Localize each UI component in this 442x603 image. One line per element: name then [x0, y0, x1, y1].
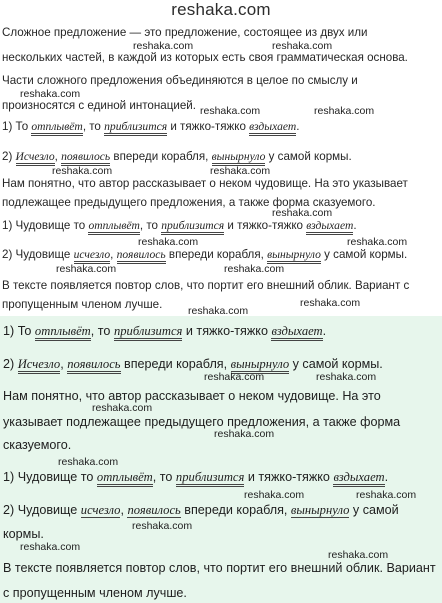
answer-revised-sentence-2: 2) Чудовище исчезло, появилось впереди корабля, вынырнуло у самой [3, 503, 399, 517]
watermark: reshaka.com [56, 263, 117, 275]
watermark: reshaka.com [20, 88, 81, 100]
revised-sentence-1: 1) Чудовище то отплывёт, то приблизится и тяжко-тяжко вздыхает. [2, 219, 357, 233]
answer-revised-sentence-1: 1) Чудовище то отплывёт, то приблизится и тяжко-тяжко вздыхает. [3, 469, 388, 485]
answer-sentence-2: 2) Исчезло, появилось впереди корабля, вынырнуло у самой кормы. [3, 356, 383, 372]
unity-line-2: произносятся с единой интонацией. [2, 99, 196, 112]
watermark: reshaka.com [300, 297, 361, 309]
watermark: reshaka.com [272, 40, 333, 52]
watermark: reshaka.com [133, 40, 194, 52]
conclusion-line-2: пропущенным членом лучше. [2, 298, 163, 311]
watermark: reshaka.com [132, 520, 193, 532]
watermark: reshaka.com [244, 489, 305, 501]
watermark: reshaka.com [204, 371, 265, 383]
watermark: reshaka.com [224, 263, 285, 275]
watermark: reshaka.com [58, 456, 119, 468]
example-sentence-2: 2) Исчезло, появилось впереди корабля, вынырнуло у самой кормы. [2, 150, 352, 164]
watermark: reshaka.com [214, 428, 275, 440]
answer-explanation-line-3: сказуемого. [3, 438, 72, 452]
watermark: reshaka.com [52, 165, 113, 177]
watermark: reshaka.com [92, 402, 153, 414]
unity-line-1: Части сложного предложения объединяются в целое по смыслу и [2, 74, 358, 87]
definition-line-2: нескольких частей, в каждой из которых есть своя грамматическая основа. [2, 51, 408, 64]
watermark: reshaka.com [210, 165, 271, 177]
explanation-line-2: подлежащее предыдущего предложения, а также форма сказуемого. [2, 196, 376, 209]
watermark: reshaka.com [328, 549, 389, 561]
watermark: reshaka.com [356, 489, 417, 501]
answer-conclusion-line-1: В тексте появляется повтор слов, что портит его внешний облик. Вариант [3, 561, 436, 575]
watermark: reshaka.com [314, 105, 375, 117]
watermark: reshaka.com [347, 236, 408, 248]
watermark: reshaka.com [200, 105, 261, 117]
watermark: reshaka.com [20, 541, 81, 553]
definition-line-1: Сложное предложение — это предложение, состоящее из двух или [2, 26, 368, 39]
answer-sentence-1: 1) То отплывёт, то приблизится и тяжко-тяжко вздыхает. [3, 323, 326, 339]
site-logo: reshaka.com [171, 0, 271, 19]
example-sentence-1: 1) То отплывёт, то приблизится и тяжко-тяжко вздыхает. [2, 120, 299, 134]
revised-sentence-2: 2) Чудовище исчезло, появилось впереди корабля, вынырнуло у самой кормы. [2, 248, 407, 262]
explanation-line-1: Нам понятно, что автор рассказывает о неком чудовище. На это указывает [2, 177, 408, 190]
watermark: reshaka.com [316, 371, 377, 383]
watermark: reshaka.com [188, 305, 249, 317]
watermark: reshaka.com [138, 236, 199, 248]
conclusion-line-1: В тексте появляется повтор слов, что портит его внешний облик. Вариант с [2, 279, 410, 292]
answer-explanation-line-2: указывает подлежащее предыдущего предложения, а также форма [3, 415, 401, 429]
answer-revised-sentence-2-end: кормы. [3, 527, 44, 541]
watermark: reshaka.com [272, 207, 333, 219]
answer-explanation-line-1: Нам понятно, что автор рассказывает о неком чудовище. На это [3, 389, 381, 403]
answer-conclusion-line-2: с пропущенным членом лучше. [3, 586, 187, 600]
